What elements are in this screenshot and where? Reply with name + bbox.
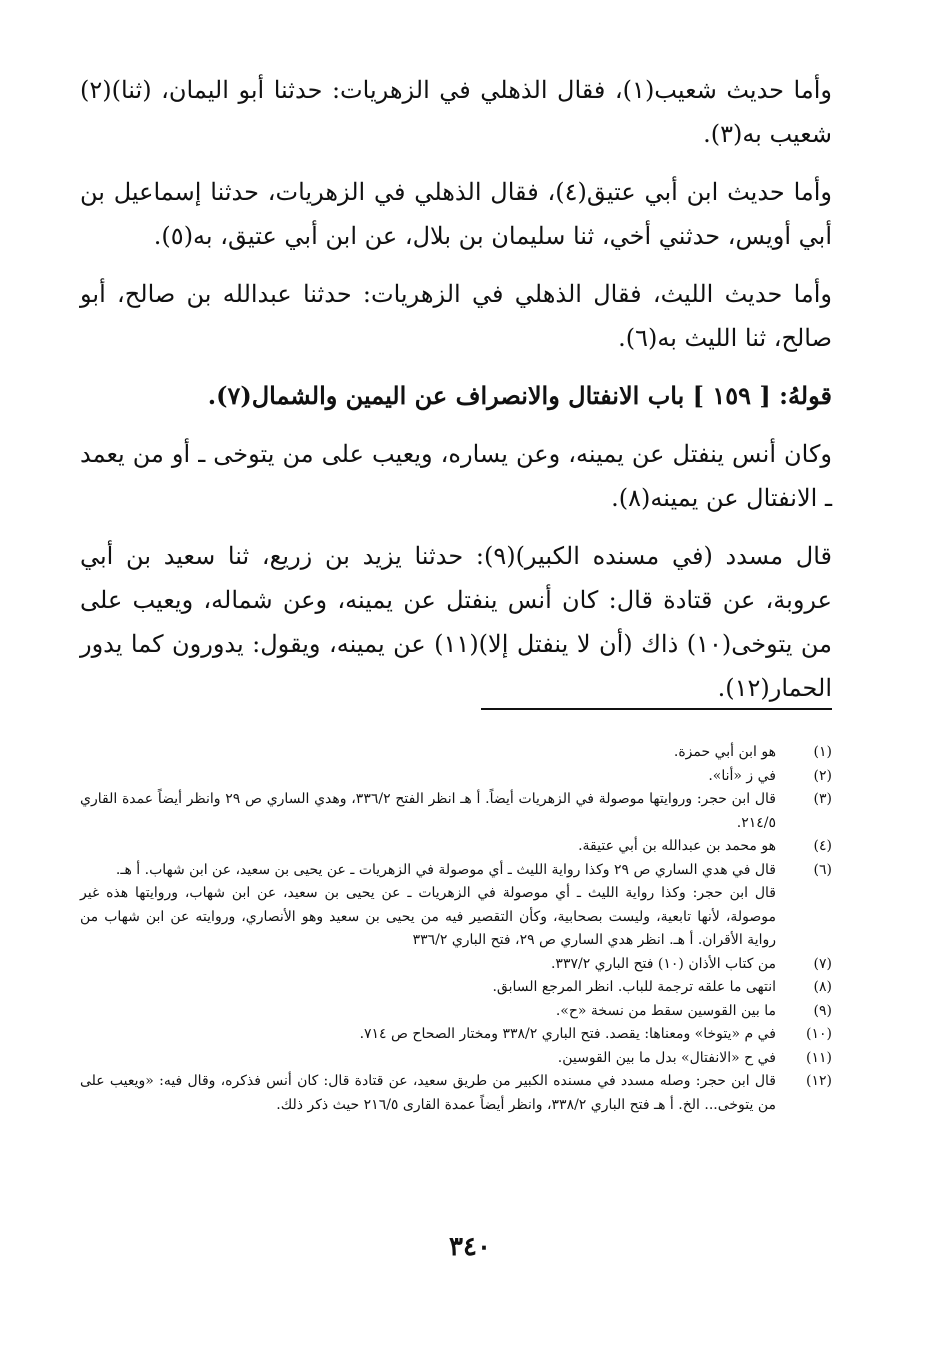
footnote-item bbox=[80, 1000, 832, 1024]
paragraph-gap bbox=[80, 418, 832, 432]
paragraph-gap bbox=[80, 360, 832, 374]
footnote-separator bbox=[481, 708, 832, 710]
footnote-text: هو محمد بن عبدالله بن أبي عتيقة. bbox=[578, 838, 776, 854]
footnote-item bbox=[80, 859, 832, 883]
footnote-item bbox=[80, 1070, 832, 1117]
paragraph-layth: وأما حديث الليث، فقال الذهلي في الزهريات: حدثنا عبدالله بن صالح، أبو صالح، ثنا الليث به(٦). bbox=[80, 280, 832, 352]
footnote-text: في م «يتوخا» ومعناها: يقصد. فتح الباري ٣٣٨/٢ ومختار الصحاح ص ٧١٤. bbox=[359, 1026, 776, 1042]
chapter-heading: قولهُ: [ ١٥٩ ] باب الانفتال والانصراف عن اليمين والشمال(٧). bbox=[207, 381, 832, 410]
footnote-number: (٢) bbox=[813, 767, 832, 784]
footnote-number: (١١) bbox=[806, 1049, 832, 1066]
footnote-text: من كتاب الأذان (١٠) فتح الباري ٣٣٧/٢. bbox=[550, 955, 776, 972]
footnote-text: انتهى ما علقه ترجمة للباب. انظر المرجع السابق. bbox=[492, 979, 776, 995]
footnote-number: (٩) bbox=[813, 1002, 832, 1019]
footnote-number: (٤) bbox=[813, 838, 832, 854]
footnote-item bbox=[80, 953, 832, 977]
page-number: ٣٤٠ bbox=[449, 1232, 491, 1262]
paragraph-gap bbox=[80, 156, 832, 170]
footnote-number: (٦) bbox=[813, 861, 832, 878]
paragraph-ibn-abi-atiq: وأما حديث ابن أبي عتيق(٤)، فقال الذهلي في الزهريات، حدثنا إسماعيل بن أبي أويس، حدثني أخي، ثنا سليمان بن بلال، عن ابن أبي عتيق، به(٥). bbox=[80, 178, 832, 250]
footnote-number: (١٠) bbox=[806, 1026, 832, 1042]
paragraph-gap bbox=[80, 258, 832, 272]
footnotes bbox=[80, 741, 832, 1117]
footnote-text: قال ابن حجر: وصله مسدد في مسنده الكبير من طريق سعيد، عن قتادة قال: كان أنس فذكره، وقال فيه: «ويعيب على من يتوخى... الخ. أ هـ فتح الباري ٣٣٨/٢، وانظر أيضاً عمدة القارى ٢١٦/٥ حيث ذكر ذلك. bbox=[80, 1073, 776, 1113]
footnote-item bbox=[80, 788, 832, 835]
footnote-text: في ز «أنا». bbox=[708, 767, 776, 784]
paragraph-musaddad: قال مسدد (في مسنده الكبير)(٩): حدثنا يزيد بن زريع، ثنا سعيد بن أبي عروبة، عن قتادة قال: كان أنس ينفتل عن يمينه، وعن شماله، ويعيب على من يتوخى(١٠) ذاك (أن لا ينفتل إلا)(١١) عن يمينه، ويقول: يدورون كما يدور الحمار(١٢). bbox=[80, 542, 832, 702]
footnote-item bbox=[80, 976, 832, 1000]
footnote-number: (١٢) bbox=[806, 1073, 832, 1089]
paragraph-anas: وكان أنس ينفتل عن يمينه، وعن يساره، ويعيب على من يتوخى ـ أو من يعمد ـ الانفتال عن يمينه(٨). bbox=[80, 440, 832, 512]
footnote-item bbox=[80, 1047, 832, 1071]
footnote-text: قال ابن حجر: وكذا رواية الليث ـ أي موصولة في الزهريات ـ عن يحيى بن سعيد، عن ابن شهاب، وروايتها هذه غير موصولة، لأنها تابعية، وليست بصحابية، وكأن التقصير فيه من يحيى بن سعيد وهو الأنصاري، وروايته عن ابن شهاب من رواية الأقران. أ هـ. انظر هدي الساري ص ٢٩، فتح الباري ٣٣٦/٢ bbox=[80, 885, 776, 948]
paragraph-gap bbox=[80, 520, 832, 534]
footnote-text: ما بين القوسين سقط من نسخة «ح». bbox=[555, 1002, 776, 1019]
footnote-item bbox=[80, 741, 832, 765]
footnote-number: (٧) bbox=[813, 955, 832, 972]
footnote-text: في ح «الانفتال» بدل ما بين القوسين. bbox=[557, 1049, 776, 1066]
footnote-item bbox=[80, 765, 832, 789]
footnote-item bbox=[80, 835, 832, 859]
footnote-text: قال في هدي الساري ص ٢٩ وكذا رواية الليث ـ أي موصولة في الزهريات ـ عن يحيى بن سعيد، عن ابن شهاب. أ هـ. bbox=[115, 861, 776, 878]
paragraph-shuayb: وأما حديث شعيب(١)، فقال الذهلي في الزهريات: حدثنا أبو اليمان، (ثنا)(٢) شعيب به(٣). bbox=[80, 76, 832, 148]
footnote-number: (٣) bbox=[813, 791, 832, 807]
footnote-text: هو ابن أبي حمزة. bbox=[673, 744, 776, 760]
footnote-item bbox=[80, 1023, 832, 1047]
main-text bbox=[80, 68, 832, 710]
footnote-number: (١) bbox=[813, 744, 832, 760]
footnote-text: قال ابن حجر: وروايتها موصولة في الزهريات أيضاً. أ هـ انظر الفتح ٣٣٦/٢، وهدي الساري ص ٢٩ وانظر أيضاً عمدة القاري ٢١٤/٥. bbox=[80, 791, 776, 831]
footnote-number: (٨) bbox=[813, 979, 832, 995]
footnote-continuation bbox=[80, 882, 832, 953]
